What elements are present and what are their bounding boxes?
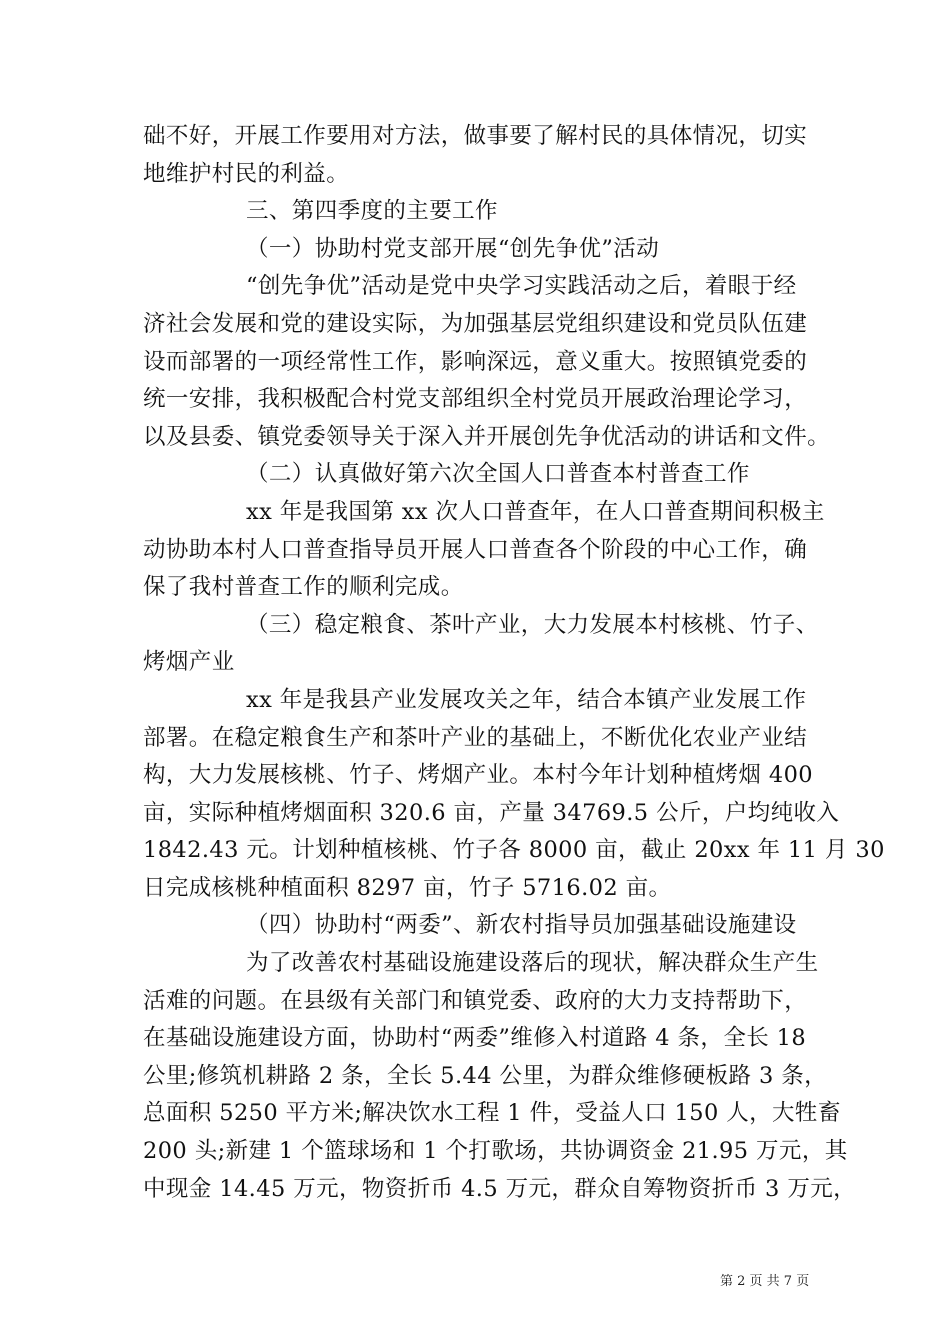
text-line: 保了我村普查工作的顺利完成。 [143, 574, 464, 601]
text-line: 以及县委、镇党委领导关于深入并开展创先争优活动的讲话和文件。 [143, 423, 831, 450]
paragraph-start: 为了改善农村基础设施建设落后的现状，解决群众生产生 [246, 950, 819, 977]
text-line: 公里;修筑机耕路 2 条，全长 5.44 公里，为群众维修硬板路 3 条， [143, 1062, 828, 1089]
page-number-footer: 第 2 页 共 7 页 [720, 1274, 810, 1289]
text-line: 1842.43 元。计划种植核桃、竹子各 8000 亩，截止 20xx 年 11 月 30 [143, 837, 885, 864]
text-line: 日完成核桃种植面积 8297 亩，竹子 5716.02 亩。 [143, 874, 672, 901]
text-line: 总面积 5250 平方米;解决饮水工程 1 件，受益人口 150 人，大牲畜 [143, 1100, 841, 1127]
body-text [143, 118, 885, 1208]
text-line: 部署。在稳定粮食生产和茶叶产业的基础上，不断优化农业产业结 [143, 724, 808, 751]
text-line: 构，大力发展核桃、竹子、烤烟产业。本村今年计划种植烤烟 400 [143, 762, 813, 789]
subsection-heading: （二）认真做好第六次全国人口普查本村普查工作 [246, 461, 750, 488]
text-line: 200 头;新建 1 个篮球场和 1 个打歌场，共协调资金 21.95 万元，其 [143, 1138, 848, 1165]
text-line: 中现金 14.45 万元，物资折币 4.5 万元，群众自筹物资折币 3 万元， [143, 1175, 857, 1202]
text-line: 统一安排，我积极配合村党支部组织全村党员开展政治理论学习， [143, 386, 808, 413]
paragraph-start: xx 年是我国第 xx 次人口普查年，在人口普查期间积极主 [246, 498, 825, 525]
text-line: 活难的问题。在县级有关部门和镇党委、政府的大力支持帮助下， [143, 987, 808, 1014]
section-heading: 三、第四季度的主要工作 [246, 198, 498, 225]
text-line: 设而部署的一项经常性工作，影响深远，意义重大。按照镇党委的 [143, 348, 808, 375]
text-line: 亩，实际种植烤烟面积 320.6 亩，产量 34769.5 公斤，户均纯收入 [143, 799, 840, 826]
subsection-heading: （一）协助村党支部开展“创先争优”活动 [246, 235, 660, 262]
text-line: 动协助本村人口普查指导员开展人口普查各个阶段的中心工作，确 [143, 536, 808, 563]
subsection-heading: （四）协助村“两委”、新农村指导员加强基础设施建设 [246, 912, 797, 939]
subsection-heading: （三）稳定粮食、茶叶产业，大力发展本村核桃、竹子、 [246, 611, 819, 638]
text-line: 济社会发展和党的建设实际，为加强基层党组织建设和党员队伍建 [143, 310, 808, 337]
text-line: 础不好，开展工作要用对方法，做事要了解村民的具体情况，切实 [143, 123, 808, 149]
subsection-heading-cont: 烤烟产业 [143, 649, 235, 676]
paragraph-start: “创先争优”活动是党中央学习实践活动之后，着眼于经 [246, 273, 797, 300]
text-line: 地维护村民的利益。 [143, 160, 350, 187]
paragraph-start: xx 年是我县产业发展攻关之年，结合本镇产业发展工作 [246, 686, 807, 713]
text-line: 在基础设施建设方面，协助村“两委”维修入村道路 4 条，全长 18 [143, 1025, 807, 1052]
